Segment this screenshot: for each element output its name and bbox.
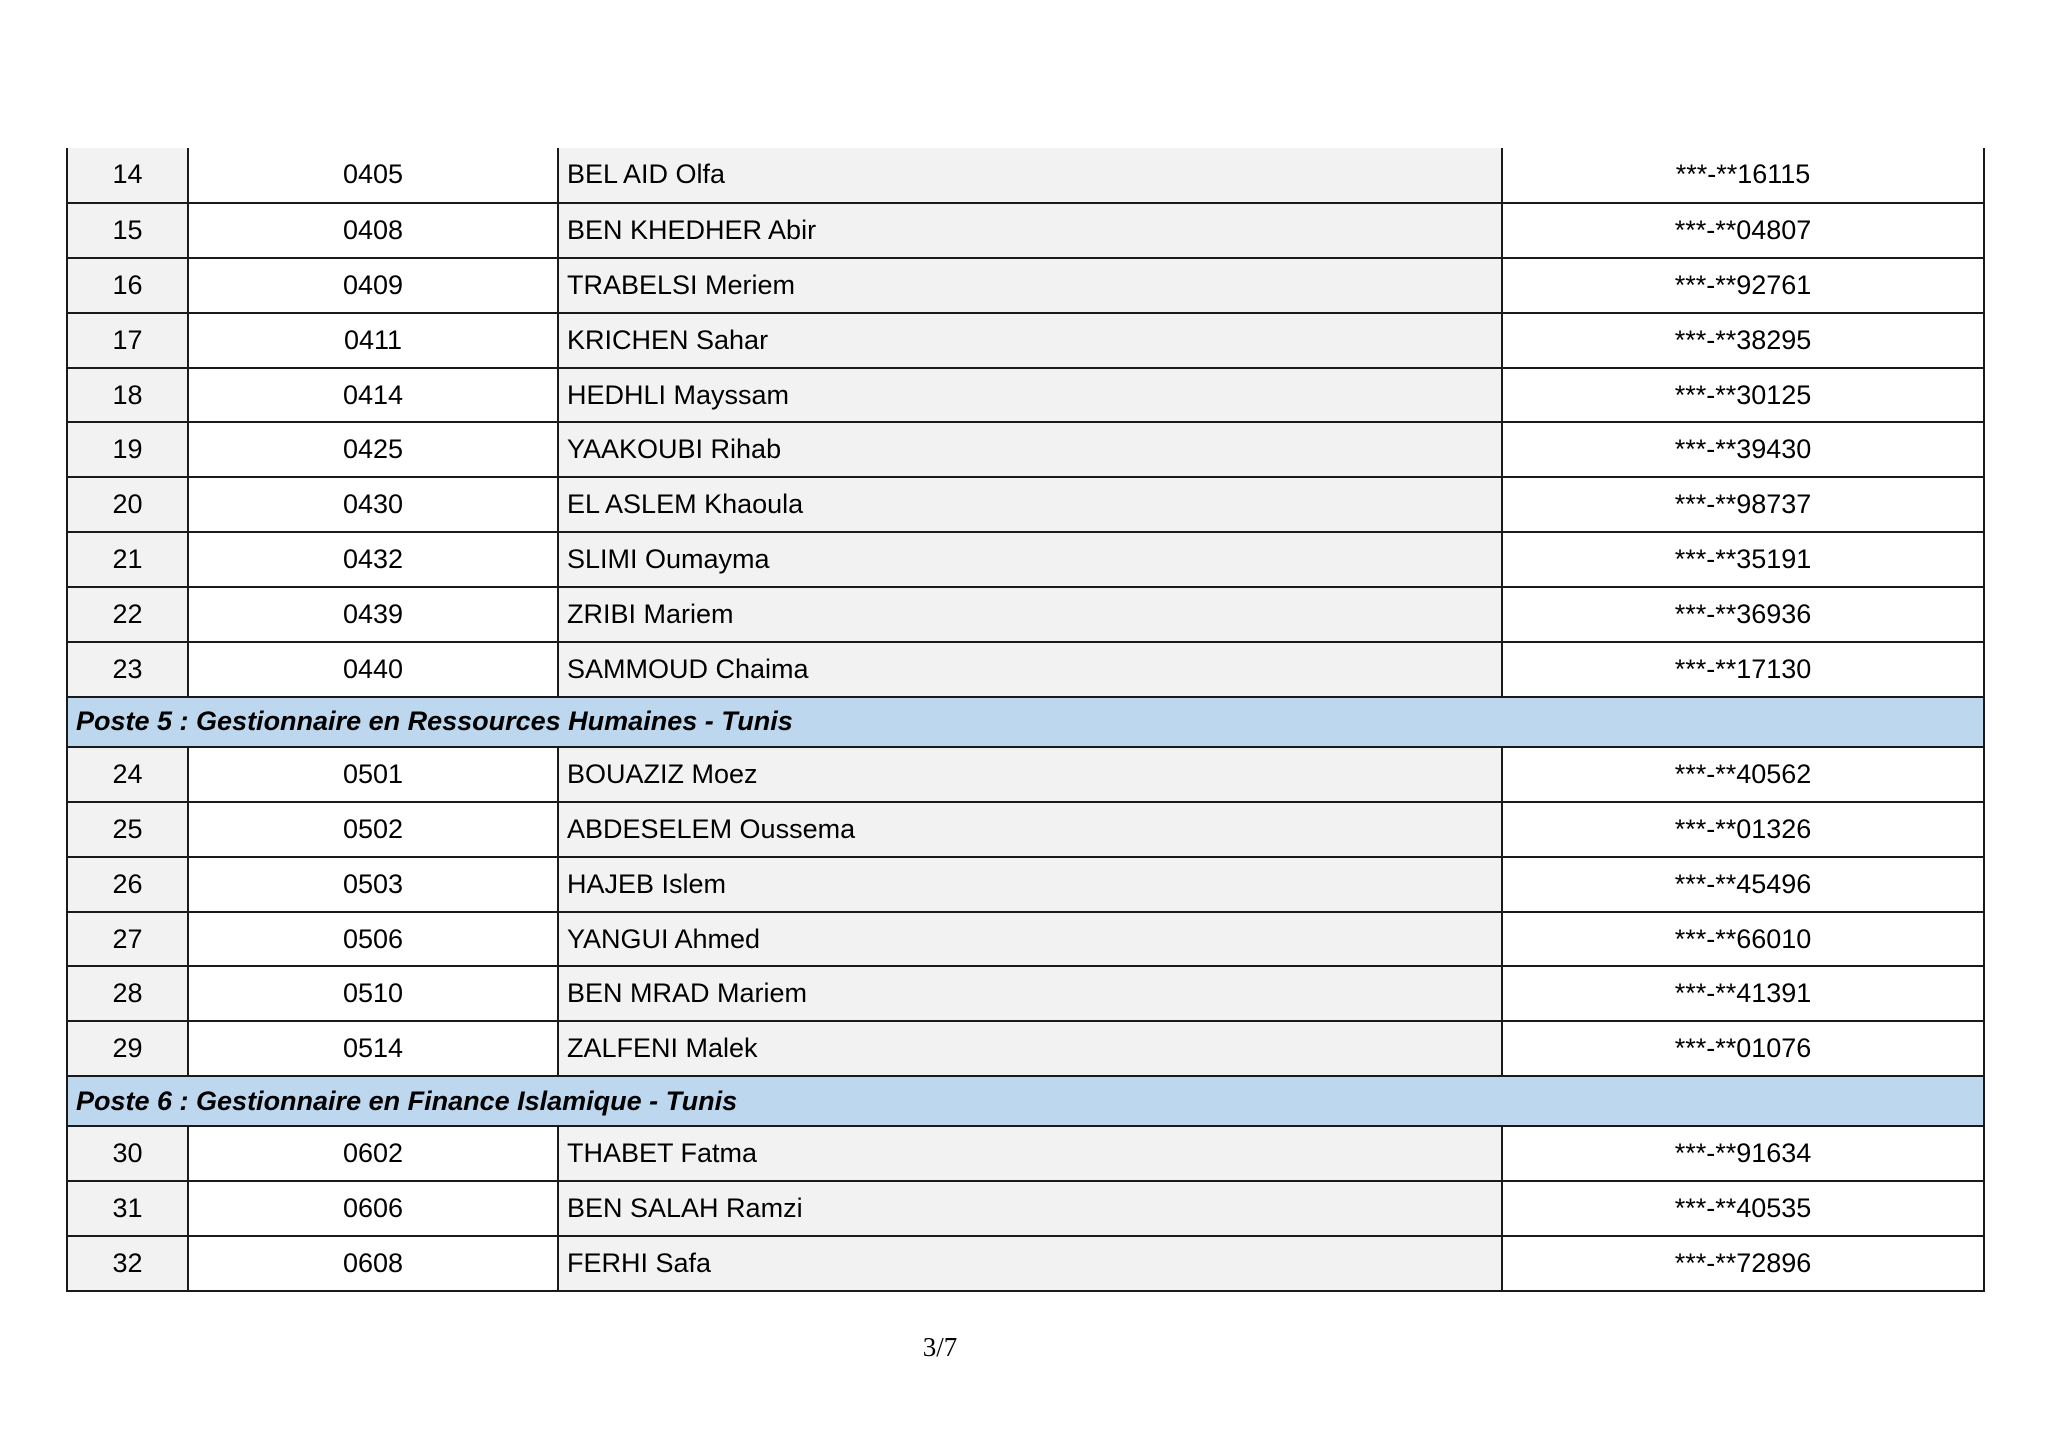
row-number-cell: 32 — [67, 1236, 188, 1291]
candidate-name-cell: TRABELSI Meriem — [558, 258, 1502, 313]
candidate-code-cell: 0503 — [188, 857, 558, 912]
page-number: 3/7 — [922, 1332, 958, 1362]
candidate-code-cell: 0502 — [188, 802, 558, 857]
candidate-name-cell: HEDHLI Mayssam — [558, 368, 1502, 423]
table-row — [67, 258, 1984, 313]
row-number-cell: 21 — [67, 532, 188, 587]
row-number-cell: 27 — [67, 912, 188, 967]
table-row — [67, 642, 1984, 697]
candidate-name-cell: YANGUI Ahmed — [558, 912, 1502, 967]
candidate-code-cell: 0439 — [188, 587, 558, 642]
masked-id-cell: ***-**39430 — [1502, 422, 1984, 477]
candidate-name-cell: SLIMI Oumayma — [558, 532, 1502, 587]
row-number-cell: 24 — [67, 747, 188, 802]
candidate-code-cell: 0414 — [188, 368, 558, 423]
masked-id-cell: ***-**45496 — [1502, 857, 1984, 912]
candidate-code-cell: 0602 — [188, 1126, 558, 1181]
row-number-cell: 20 — [67, 477, 188, 532]
row-number-cell: 25 — [67, 802, 188, 857]
candidates-table-body — [67, 148, 1984, 1291]
row-number-cell: 19 — [67, 422, 188, 477]
masked-id-cell: ***-**66010 — [1502, 912, 1984, 967]
candidate-name-cell: ZRIBI Mariem — [558, 587, 1502, 642]
candidate-name-cell: KRICHEN Sahar — [558, 313, 1502, 368]
masked-id-cell: ***-**35191 — [1502, 532, 1984, 587]
masked-id-cell: ***-**04807 — [1502, 203, 1984, 258]
candidate-code-cell: 0425 — [188, 422, 558, 477]
table-row — [67, 203, 1984, 258]
candidate-name-cell: HAJEB Islem — [558, 857, 1502, 912]
section-header-row — [67, 1076, 1984, 1126]
candidate-name-cell: BOUAZIZ Moez — [558, 747, 1502, 802]
masked-id-cell: ***-**01076 — [1502, 1021, 1984, 1076]
masked-id-cell: ***-**92761 — [1502, 258, 1984, 313]
candidate-code-cell: 0409 — [188, 258, 558, 313]
candidate-name-cell: BEL AID Olfa — [558, 148, 1502, 203]
row-number-cell: 22 — [67, 587, 188, 642]
table-row — [67, 1181, 1984, 1236]
candidate-code-cell: 0440 — [188, 642, 558, 697]
row-number-cell: 18 — [67, 368, 188, 423]
masked-id-cell: ***-**72896 — [1502, 1236, 1984, 1291]
table-row — [67, 477, 1984, 532]
candidate-name-cell: THABET Fatma — [558, 1126, 1502, 1181]
table-row — [67, 313, 1984, 368]
candidate-code-cell: 0501 — [188, 747, 558, 802]
row-number-cell: 16 — [67, 258, 188, 313]
table-row — [67, 1021, 1984, 1076]
candidate-name-cell: BEN KHEDHER Abir — [558, 203, 1502, 258]
table-row — [67, 857, 1984, 912]
table-row — [67, 802, 1984, 857]
table-row — [67, 422, 1984, 477]
masked-id-cell: ***-**41391 — [1502, 966, 1984, 1021]
table-row — [67, 1236, 1984, 1291]
section-header: Poste 6 : Gestionnaire en Finance Islamique - Tunis — [67, 1076, 1984, 1126]
candidate-code-cell: 0432 — [188, 532, 558, 587]
masked-id-cell: ***-**91634 — [1502, 1126, 1984, 1181]
table-row — [67, 532, 1984, 587]
row-number-cell: 31 — [67, 1181, 188, 1236]
candidate-name-cell: SAMMOUD Chaima — [558, 642, 1502, 697]
table-row — [67, 966, 1984, 1021]
candidate-name-cell: BEN MRAD Mariem — [558, 966, 1502, 1021]
row-number-cell: 23 — [67, 642, 188, 697]
table-row — [67, 148, 1984, 203]
row-number-cell: 29 — [67, 1021, 188, 1076]
candidate-name-cell: EL ASLEM Khaoula — [558, 477, 1502, 532]
masked-id-cell: ***-**98737 — [1502, 477, 1984, 532]
section-header-row — [67, 697, 1984, 747]
table-row — [67, 368, 1984, 423]
masked-id-cell: ***-**30125 — [1502, 368, 1984, 423]
candidate-name-cell: FERHI Safa — [558, 1236, 1502, 1291]
candidate-code-cell: 0411 — [188, 313, 558, 368]
row-number-cell: 14 — [67, 148, 188, 203]
table-row — [67, 1126, 1984, 1181]
row-number-cell: 15 — [67, 203, 188, 258]
table-row — [67, 747, 1984, 802]
masked-id-cell: ***-**40535 — [1502, 1181, 1984, 1236]
candidate-code-cell: 0408 — [188, 203, 558, 258]
candidate-code-cell: 0608 — [188, 1236, 558, 1291]
candidate-code-cell: 0514 — [188, 1021, 558, 1076]
candidate-code-cell: 0405 — [188, 148, 558, 203]
masked-id-cell: ***-**40562 — [1502, 747, 1984, 802]
candidate-code-cell: 0510 — [188, 966, 558, 1021]
candidate-name-cell: YAAKOUBI Rihab — [558, 422, 1502, 477]
candidate-name-cell: ABDESELEM Oussema — [558, 802, 1502, 857]
row-number-cell: 28 — [67, 966, 188, 1021]
candidate-name-cell: ZALFENI Malek — [558, 1021, 1502, 1076]
table-row — [67, 912, 1984, 967]
candidate-code-cell: 0506 — [188, 912, 558, 967]
masked-id-cell: ***-**36936 — [1502, 587, 1984, 642]
masked-id-cell: ***-**38295 — [1502, 313, 1984, 368]
candidate-code-cell: 0430 — [188, 477, 558, 532]
masked-id-cell: ***-**17130 — [1502, 642, 1984, 697]
candidate-code-cell: 0606 — [188, 1181, 558, 1236]
table-row — [67, 587, 1984, 642]
masked-id-cell: ***-**01326 — [1502, 802, 1984, 857]
section-header: Poste 5 : Gestionnaire en Ressources Humaines - Tunis — [67, 697, 1984, 747]
candidate-name-cell: BEN SALAH Ramzi — [558, 1181, 1502, 1236]
row-number-cell: 17 — [67, 313, 188, 368]
row-number-cell: 30 — [67, 1126, 188, 1181]
row-number-cell: 26 — [67, 857, 188, 912]
masked-id-cell: ***-**16115 — [1502, 148, 1984, 203]
candidates-table — [66, 148, 1985, 1292]
